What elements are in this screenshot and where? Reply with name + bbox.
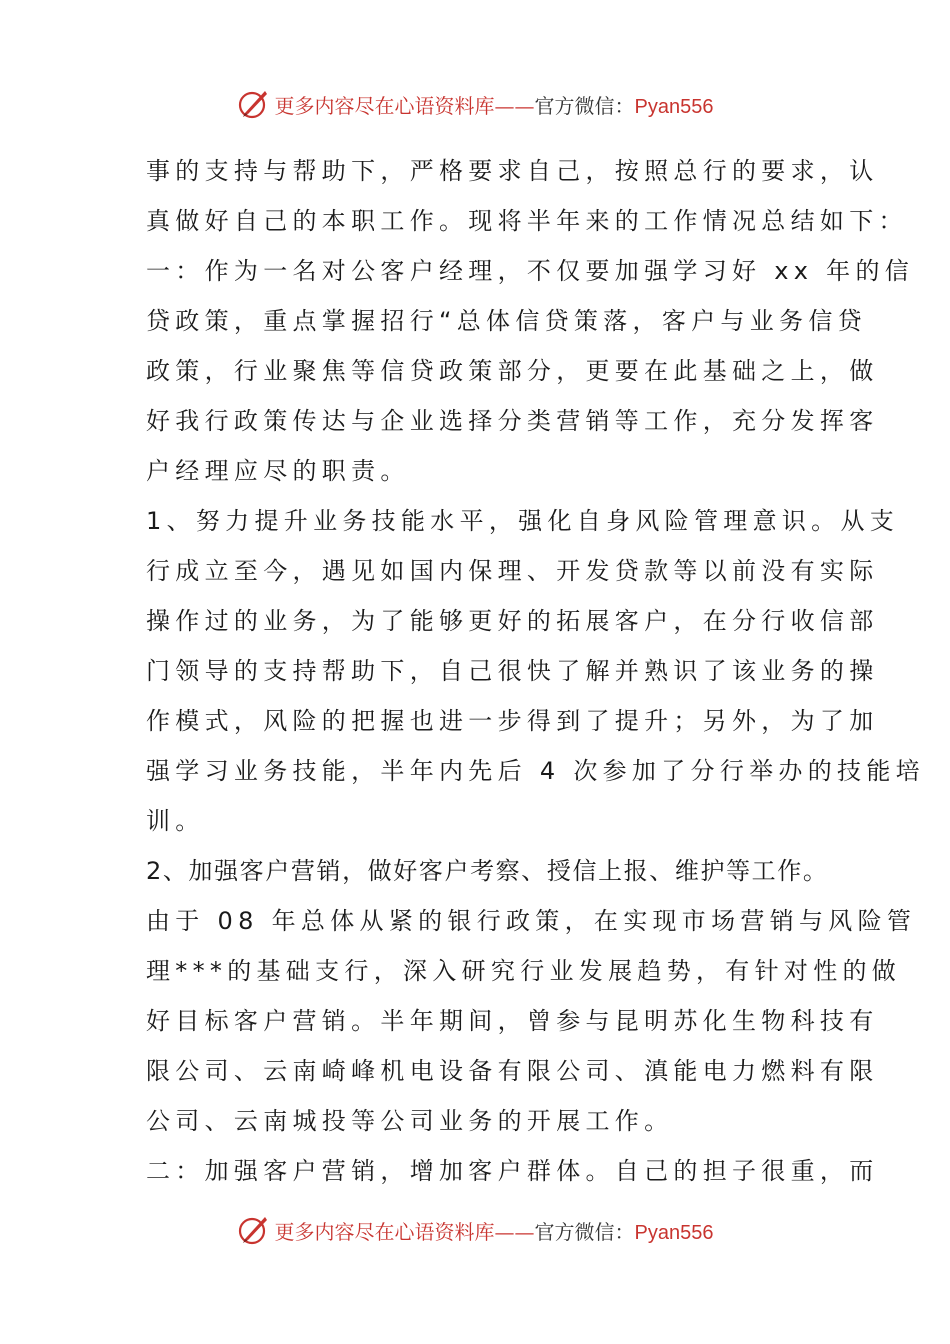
text-line: 户经理应尽的职责。 — [146, 457, 410, 485]
quill-logo-icon — [237, 1213, 271, 1247]
text-line: 作模式，风险的把握也进一步得到了提升；另外，为了加 — [146, 707, 879, 735]
banner-wechat-label: 官方微信： — [534, 1219, 635, 1244]
banner-dash: —— — [494, 1219, 535, 1244]
banner-main: 更多内容尽在心语资料库 — [274, 1219, 495, 1244]
text-line: 好目标客户营销。半年期间，曾参与昆明苏化生物科技有 — [146, 1007, 879, 1035]
text-line: 好我行政策传达与企业选择分类营销等工作，充分发挥客 — [146, 407, 879, 435]
banner-wechat-label: 官方微信： — [534, 93, 635, 118]
text-line: 由于 08 年总体从紧的银行政策，在实现市场营销与风险管 — [146, 907, 917, 935]
text-line: 限公司、云南崎峰机电设备有限公司、滇能电力燃料有限 — [146, 1057, 879, 1085]
text-line: 门领导的支持帮助下，自己很快了解并熟识了该业务的操 — [146, 657, 879, 685]
banner-wechat-id: Pyan556 — [634, 95, 714, 118]
banner-text — [275, 90, 714, 119]
document-body — [146, 146, 925, 1196]
text-line: 事的支持与帮助下，严格要求自己，按照总行的要求，认 — [146, 157, 879, 185]
text-line: 1、努力提升业务技能水平，强化自身风险管理意识。从支 — [146, 507, 900, 535]
text-line: 公司、云南城投等公司业务的开展工作。 — [146, 1107, 674, 1135]
text-line: 一：作为一名对公客户经理，不仅要加强学习好 xx 年的信 — [146, 257, 915, 285]
text-line: 操作过的业务，为了能够更好的拓展客户，在分行收信部 — [146, 607, 879, 635]
banner-main: 更多内容尽在心语资料库 — [274, 93, 495, 118]
text-line: 二：加强客户营销，增加客户群体。自己的担子很重，而 — [146, 1157, 879, 1185]
text-line: 贷政策，重点掌握招行“总体信贷策落，客户与业务信贷 — [146, 307, 867, 335]
text-line: 2、加强客户营销，做好客户考察、授信上报、维护等工作。 — [146, 857, 829, 885]
text-line: 行成立至今，遇见如国内保理、开发贷款等以前没有实际 — [146, 557, 879, 585]
quill-logo-icon — [237, 87, 271, 121]
text-line: 真做好自己的本职工作。现将半年来的工作情况总结如下： — [146, 207, 908, 235]
banner-wechat-id: Pyan556 — [634, 1221, 714, 1244]
text-line: 训。 — [146, 807, 205, 835]
text-line: 理***的基础支行，深入研究行业发展趋势，有针对性的做 — [146, 957, 902, 985]
footer-banner — [0, 1210, 950, 1250]
text-line: 强学习业务技能，半年内先后 4 次参加了分行举办的技能培 — [146, 757, 925, 785]
banner-dash: —— — [494, 93, 535, 118]
banner-text — [275, 1216, 714, 1245]
header-banner — [0, 84, 950, 124]
text-line: 政策，行业聚焦等信贷政策部分，更要在此基础之上，做 — [146, 357, 879, 385]
